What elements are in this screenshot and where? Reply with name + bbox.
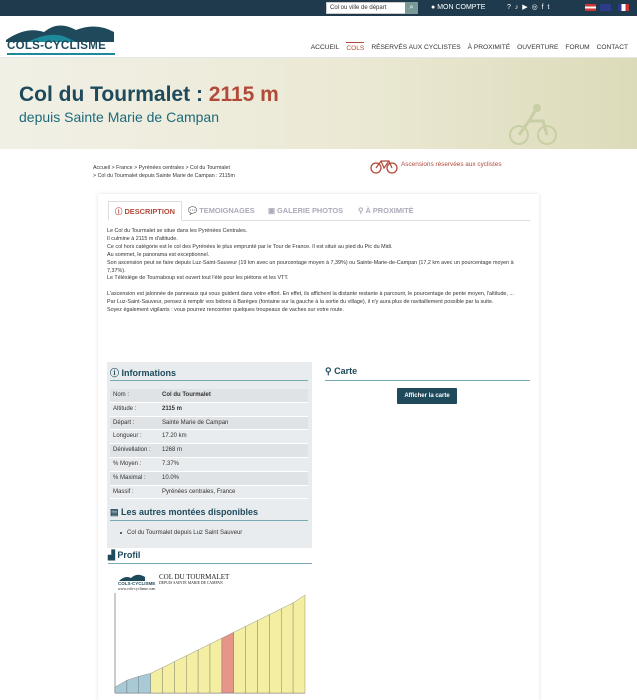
- nav-ouverture[interactable]: OUVERTURE: [517, 44, 559, 51]
- map-title: ⚲ Carte: [325, 366, 358, 376]
- info-row: % Moyen : 7.37%: [110, 458, 308, 472]
- breadcrumb[interactable]: [93, 164, 235, 180]
- profile-segment: [246, 620, 258, 693]
- other-divider: [110, 520, 308, 521]
- info-row: Nom : Col du Tourmalet: [110, 389, 308, 403]
- profile-logo-text: COLS-CYCLISME: [118, 581, 156, 586]
- other-climb-link[interactable]: Col du Tourmalet depuis Luz Saint Sauveur: [127, 530, 243, 536]
- profile-segment: [198, 644, 210, 693]
- breadcrumb-line1[interactable]: Accueil > France > Pyrénées centrales > Col du Tourmalet: [93, 165, 230, 171]
- logo-text[interactable]: COLS-CYCLISME: [7, 40, 107, 52]
- tab-galerie[interactable]: ▣ GALERIE PHOTOS: [268, 206, 344, 215]
- account-label: MON COMPTE: [437, 4, 486, 11]
- profile-segment: [186, 650, 198, 693]
- profile-segment: [222, 632, 234, 693]
- breadcrumb-line2[interactable]: > Col du Tourmalet depuis Sainte Marie de Campan : 2115m: [93, 173, 235, 179]
- social-icons[interactable]: ? ♪ ▶ ◎ f t: [507, 4, 551, 11]
- info-circle-icon: ⓘ: [110, 368, 122, 378]
- tab-temoignages[interactable]: 💬 TEMOIGNAGES: [188, 206, 255, 215]
- reserved-link-label[interactable]: Ascensions réservées aux cyclistes: [401, 161, 502, 168]
- list-icon: ▤: [110, 507, 122, 517]
- page-subtitle: depuis Sainte Marie de Campan: [19, 109, 220, 125]
- info-row: % Maximal : 10.0%: [110, 472, 308, 486]
- profile-segment: [269, 609, 281, 693]
- info-table: [110, 389, 308, 499]
- description-text: Le Col du Tourmalet se situe dans les Pyrénées Centrales. Il culmine à 2115 m d'altitude. Ce col hors catégorie est le col des Pyrénées le plus emprunté par le Tour de France. Il est situé au pied du Pic du Midi. Au sommet, le panorama est exceptionnel. Son ascension peut se faire depuis Luz-Saint-Sauveur (19 km avec un pourcentage moyen à 7,39%) ou Sainte-Marie-de-Campan (17,2 km avec un pourcentage moyen à 7,37%). Le Télésiège de Tournaboup est ouvert tout l'été pour les piétons et les VTT. L'ascension est jalonnée de panneaux qui vous guident dans votre effort. En effet, ils affichent la distante restante à parcourir, le pourcentage de pente moyen, l'altitude, ... Par Luz-Saint-Sauveur, pensez à remplir vos bidons à Barèges (fontaine sur la gauche à la sortie du village), il n'y aura plus de ravitaillement possible par la suite. Soyez également vigilants : vous pourrez rencontrer quelques troupeaux de vaches sur votre route.: [107, 228, 514, 314]
- search-button[interactable]: [405, 2, 418, 14]
- nav-contact[interactable]: CONTACT: [596, 44, 628, 51]
- info-row: Altitude : 2115 m: [110, 403, 308, 417]
- page-title: Col du Tourmalet : 2115 m: [19, 83, 279, 106]
- tab-description[interactable]: ⓘ DESCRIPTION: [108, 201, 182, 221]
- fr-flag-icon[interactable]: [618, 4, 629, 11]
- profile-segment: [234, 626, 246, 693]
- top-bar: [0, 0, 637, 16]
- logo-underline: [7, 53, 115, 55]
- search-input[interactable]: Col ou ville de départ: [326, 2, 406, 14]
- profile-segment: [281, 603, 293, 693]
- nav-proximite[interactable]: À PROXIMITÉ: [467, 44, 511, 51]
- info-row: Départ : Sainte Marie de Campan: [110, 417, 308, 431]
- elevation-profile: [107, 569, 310, 697]
- profile-segment: [174, 656, 186, 693]
- main-nav: [311, 42, 628, 52]
- show-map-button[interactable]: Afficher la carte: [397, 388, 457, 404]
- map-divider: [325, 380, 530, 381]
- nav-cols[interactable]: COLS: [346, 42, 364, 52]
- account-link[interactable]: [431, 3, 485, 13]
- nav-forum[interactable]: FORUM: [565, 44, 590, 51]
- profile-segment: [139, 673, 151, 693]
- bike-icon: [370, 157, 398, 174]
- info-icon: ⓘ: [115, 207, 125, 216]
- uk-flag-icon[interactable]: [600, 4, 611, 11]
- photo-icon: ▣: [268, 206, 278, 215]
- profile-segment: [210, 638, 222, 693]
- site-header: [0, 16, 637, 58]
- profile-chart-title: COL DU TOURMALET: [159, 573, 230, 581]
- profile-title: ▟ Profil: [108, 550, 141, 560]
- user-icon: ●: [431, 4, 438, 11]
- info-row: Dénivellation : 1268 m: [110, 444, 308, 458]
- nav-accueil[interactable]: ACCUEIL: [310, 44, 340, 51]
- map-pin-icon: ⚲: [358, 206, 366, 215]
- info-row: Longueur : 17.20 km: [110, 430, 308, 444]
- profile-segment: [293, 595, 305, 693]
- other-climbs-title: ▤ Les autres montées disponibles: [110, 507, 259, 517]
- info-row: Massif : Pyrénées centrales, France: [110, 486, 308, 500]
- profile-chart-subtitle: DEPUIS SAINTE MARIE DE CAMPAN: [159, 581, 223, 585]
- tab-proximite[interactable]: ⚲ À PROXIMITÉ: [358, 206, 414, 215]
- chart-icon: ▟: [108, 550, 118, 560]
- nav-reserves[interactable]: RÉSERVÉS AUX CYCLISTES: [371, 44, 461, 51]
- profile-site-url: www.cols-cyclisme.com: [118, 587, 156, 591]
- info-title: ⓘ Informations: [110, 368, 177, 378]
- cyclist-icon: [505, 103, 565, 148]
- profile-divider: [108, 563, 312, 564]
- profile-segment: [258, 615, 270, 693]
- flag-icon[interactable]: [585, 4, 596, 11]
- search-icon: ⌕: [409, 4, 414, 11]
- comment-icon: 💬: [188, 206, 200, 215]
- tab-bar: [108, 201, 530, 221]
- info-divider: [110, 380, 308, 381]
- map-marker-icon: ⚲: [325, 366, 335, 376]
